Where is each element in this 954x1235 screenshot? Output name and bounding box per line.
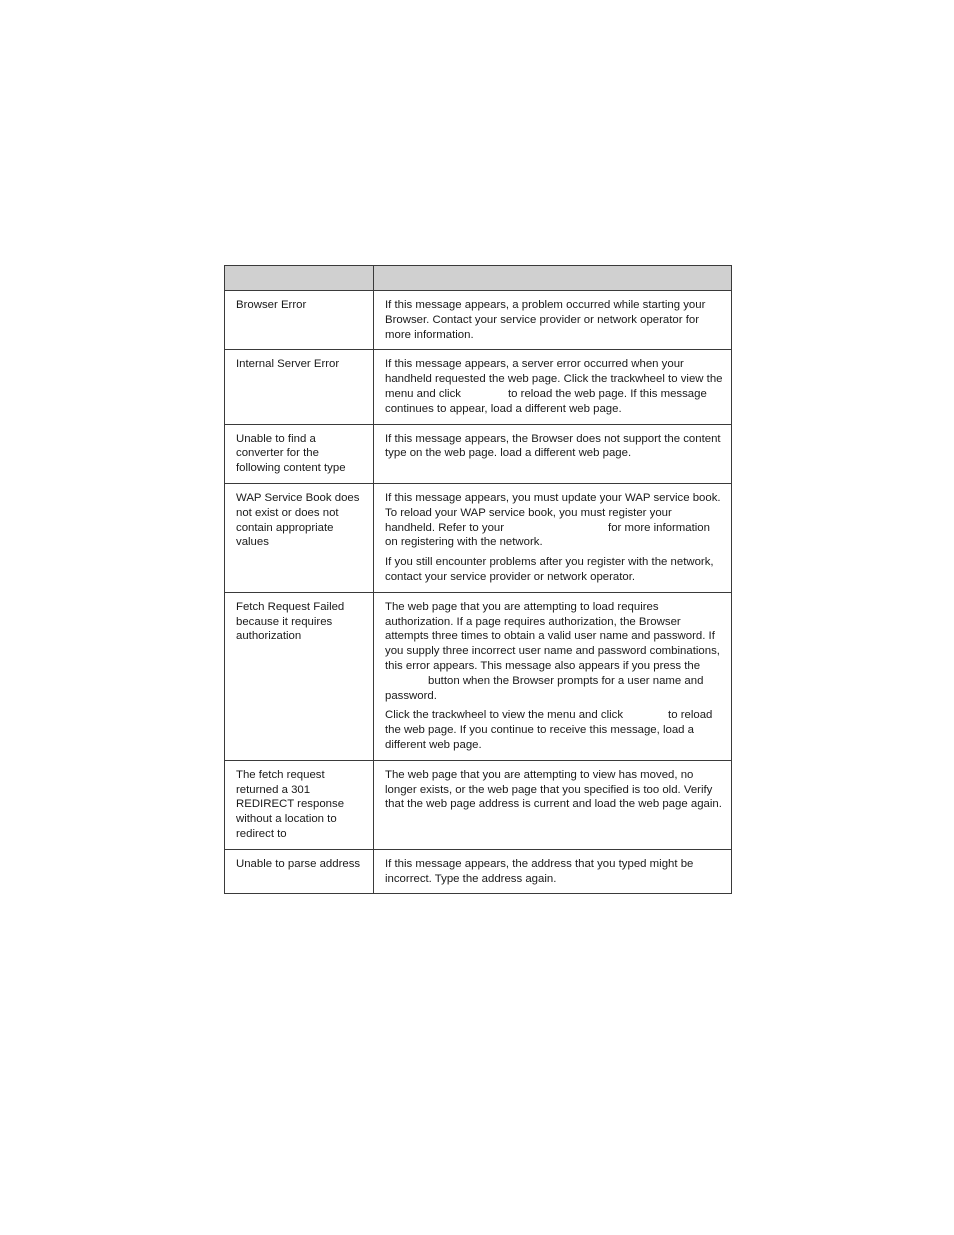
error-message-cell: Fetch Request Failed because it requires authorization [225, 592, 374, 760]
error-message-cell: Unable to parse address [225, 849, 374, 894]
description-text: If this message appears, a server error occurred when your handheld requested the web page. Click the trackwheel to view the menu and click [385, 358, 723, 400]
description-text: to reload the web page. If this message continues to appear, load a different web page. [385, 387, 707, 415]
description-text: to reload the web page. If you continue to receive this message, load a different web page. [385, 709, 713, 751]
error-description-cell [374, 483, 732, 592]
error-description-cell [374, 350, 732, 424]
error-description-cell [374, 424, 732, 483]
description-text: for more information on registering with the network. [385, 521, 710, 549]
error-messages-table [224, 265, 732, 894]
table-row [225, 849, 732, 894]
description-text: If this message appears, the address that you typed might be incorrect. Type the address again. [385, 857, 694, 885]
description-paragraph [385, 857, 723, 887]
table-row [225, 760, 732, 849]
description-text: The web page that you are attempting to load requires authorization. If a page requires authorization, the Browser attempts three times to obtain a valid user name and password. If you supply three incorrect user name and password combinations, this error appears. This message also appears if you press the [385, 600, 720, 672]
description-paragraph [385, 491, 723, 550]
description-text: The web page that you are attempting to view has moved, no longer exists, or the web page that you specified is too old. Verify that the web page address is current and load the web page again. [385, 768, 722, 811]
error-description-cell [374, 592, 732, 760]
table-row [225, 483, 732, 592]
description-paragraph [385, 555, 723, 585]
table-header-row [225, 266, 732, 291]
error-message-cell: The fetch request returned a 301 REDIRECT response without a location to redirect to [225, 760, 374, 849]
description-paragraph [385, 357, 723, 416]
error-message-cell: Unable to find a converter for the following content type [225, 424, 374, 483]
error-description-cell [374, 760, 732, 849]
header-description [374, 266, 732, 291]
description-text: Click the trackwheel to view the menu and click [385, 709, 624, 722]
description-text: If you still encounter problems after you register with the network, contact your service provider or network operator. [385, 556, 714, 583]
description-paragraph [385, 298, 723, 342]
table-row [225, 350, 732, 424]
error-description-cell [374, 291, 732, 350]
error-message-cell: WAP Service Book does not exist or does not contain appropriate values [225, 483, 374, 592]
error-message-cell: Internal Server Error [225, 350, 374, 424]
description-text: If this message appears, you must update your WAP service book. To reload your WAP service book, you must register your handheld. Refer to your [385, 491, 721, 534]
table-row [225, 592, 732, 760]
description-text: If this message appears, the Browser does not support the content type on the web page. load a different web page. [385, 432, 721, 460]
description-paragraph [385, 432, 723, 462]
description-paragraph [385, 708, 723, 752]
table-row [225, 291, 732, 350]
description-paragraph [385, 600, 723, 704]
description-text: If this message appears, a problem occurred while starting your Browser. Contact your service provider or network operator for more information. [385, 299, 706, 341]
header-message [225, 266, 374, 291]
description-text: button when the Browser prompts for a user name and password. [385, 674, 704, 702]
table-row [225, 424, 732, 483]
error-message-cell: Browser Error [225, 291, 374, 350]
description-paragraph [385, 768, 723, 812]
error-description-cell [374, 849, 732, 894]
